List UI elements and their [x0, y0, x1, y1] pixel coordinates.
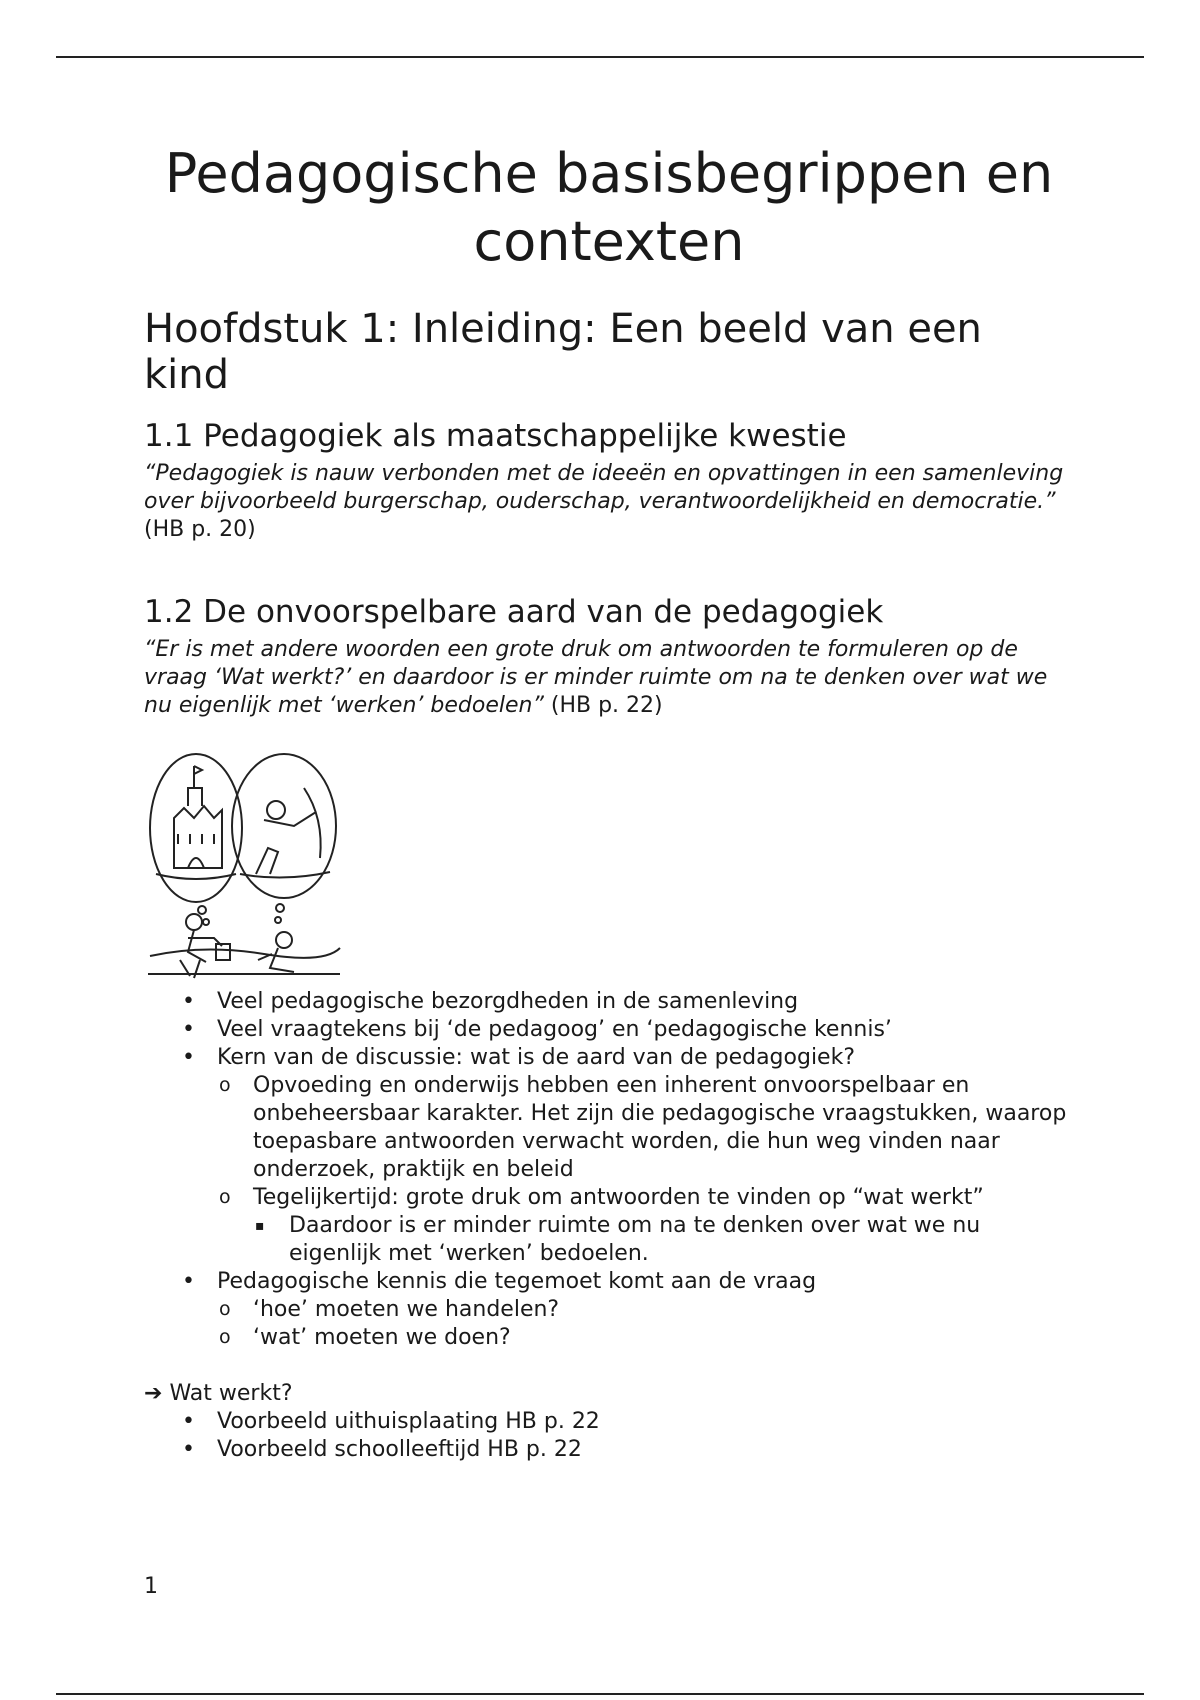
- sub-sub-list-item: ▪ Daardoor is er minder ruimte om na te denken over wat we nu eigenlijk met ‘werken’ bedoelen.: [253, 1212, 1074, 1268]
- list-item: [144, 1268, 1074, 1352]
- list-item-text: Pedagogische kennis die tegemoet komt aan de vraag: [217, 1269, 817, 1294]
- right-arrow-icon: ➔: [144, 1381, 163, 1406]
- sub-list-item-text: Tegelijkertijd: grote druk om antwoorden te vinden op “wat werkt”: [253, 1185, 984, 1210]
- arrow-line-text: Wat werkt?: [169, 1381, 293, 1406]
- page-number: 1: [144, 1574, 158, 1599]
- section-heading-1-2: 1.2 De onvoorspelbare aard van de pedagogiek: [144, 594, 884, 630]
- quote-text: “Er is met andere woorden een grote druk om antwoorden te formuleren op de vraag ‘Wat werkt?’ en daardoor is er minder ruimte om na te denken over wat we nu eigenlijk met ‘werken’ bedoelen”: [144, 637, 1048, 718]
- bullet-list: [144, 988, 1074, 1352]
- sub-list: [217, 1072, 1074, 1268]
- page-content: [144, 140, 1074, 1464]
- section-quote-1-2: [144, 636, 1074, 720]
- list-item: • Veel vraagtekens bij ‘de pedagoog’ en ‘pedagogische kennis’: [144, 1016, 1074, 1044]
- document-title: Pedagogische basisbegrippen en contexten: [164, 142, 1054, 273]
- list-item: • Voorbeeld uithuisplaating HB p. 22: [144, 1408, 1074, 1436]
- top-rule: [56, 56, 1144, 58]
- sub-list-item: o ‘hoe’ moeten we handelen?: [217, 1296, 1074, 1324]
- sub-list-item: o ‘wat’ moeten we doen?: [217, 1324, 1074, 1352]
- sandcastle-cartoon-illustration: [144, 748, 344, 988]
- list-item: [144, 1044, 1074, 1268]
- list-item: • Voorbeeld schoolleeftijd HB p. 22: [144, 1436, 1074, 1464]
- bottom-rule: [56, 1693, 1144, 1695]
- chapter-heading: Hoofdstuk 1: Inleiding: Een beeld van een kind: [144, 306, 982, 398]
- list-item-text: Kern van de discussie: wat is de aard van de pedagogiek?: [217, 1045, 856, 1070]
- section-quote-1-1: [144, 460, 1074, 544]
- sub-list-item: o Opvoeding en onderwijs hebben een inherent onvoorspelbaar en onbeheersbaar karakter. Het zijn die pedagogische vraagstukken, waarop toepasbare antwoorden verwacht worden, die hun weg vinden naar onderzoek, praktijk en beleid: [217, 1072, 1074, 1184]
- arrow-line: [144, 1380, 1074, 1408]
- quote-citation: (HB p. 20): [144, 517, 256, 542]
- quote-text: “Pedagogiek is nauw verbonden met de ideeën en opvattingen in een samenleving over bijvoorbeeld burgerschap, ouderschap, verantwoordelijkheid en democratie.”: [144, 461, 1064, 514]
- quote-citation: (HB p. 22): [550, 693, 663, 718]
- section-heading-1-1: 1.1 Pedagogiek als maatschappelijke kwestie: [144, 418, 847, 454]
- sub-sub-list: [253, 1212, 1074, 1268]
- example-list: [144, 1408, 1074, 1464]
- sub-list-item: [217, 1184, 1074, 1268]
- list-item: • Veel pedagogische bezorgdheden in de samenleving: [144, 988, 1074, 1016]
- sub-list: [217, 1296, 1074, 1352]
